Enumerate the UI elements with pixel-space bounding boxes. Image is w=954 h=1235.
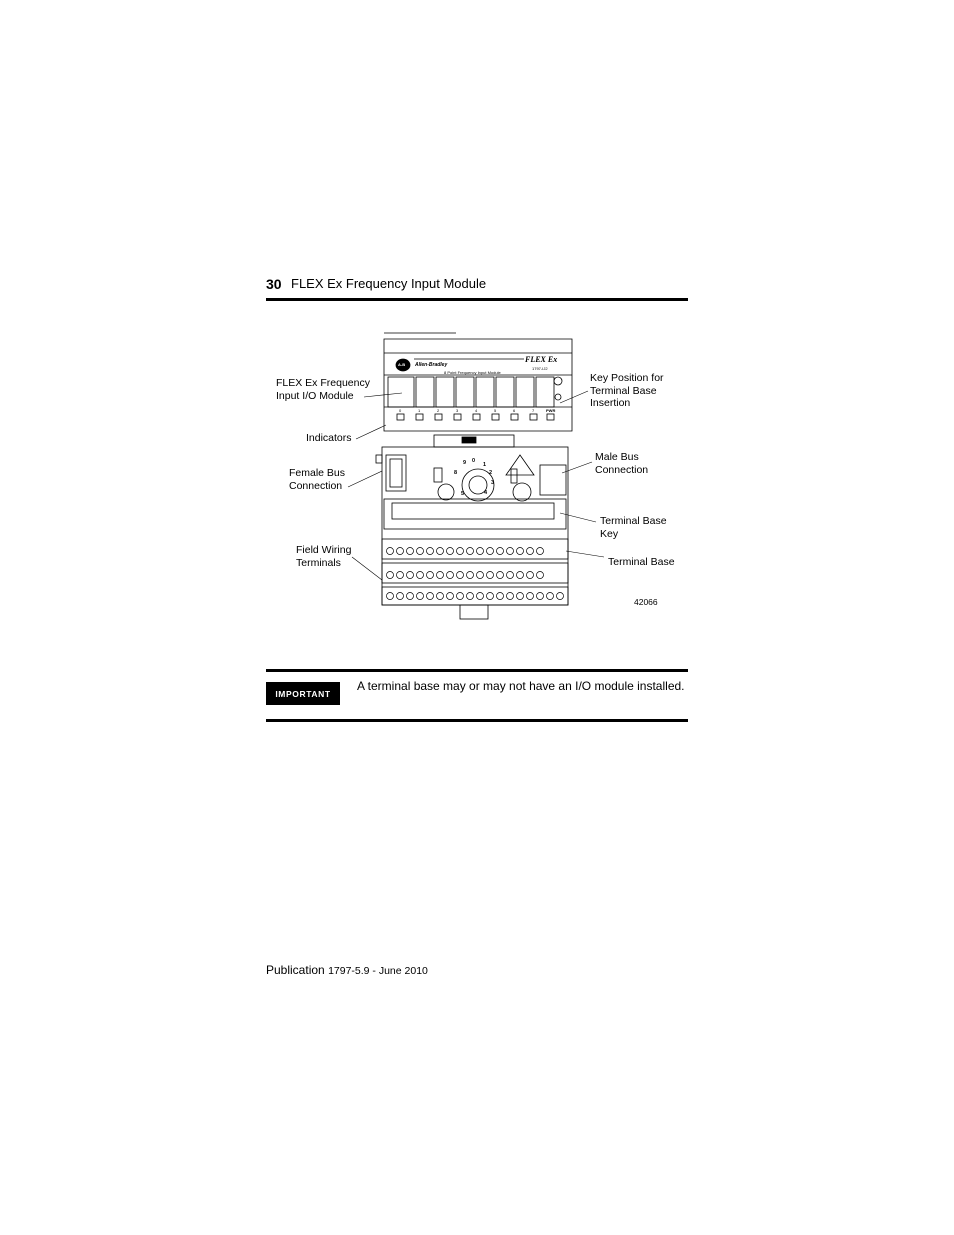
important-rule-top: [266, 669, 688, 672]
page-footer: [266, 963, 428, 977]
pwr-label: PWR: [546, 408, 556, 413]
callout-module: FLEX Ex Frequency Input I/O Module: [276, 377, 370, 402]
important-text: A terminal base may or may not have an I/O module installed.: [357, 679, 685, 693]
channel-label: 1: [418, 408, 421, 413]
module-description: 8 Point Frequency Input Module: [444, 370, 501, 375]
dial-digit: 2: [489, 470, 493, 476]
important-badge: IMPORTANT: [266, 682, 340, 705]
header-title: FLEX Ex Frequency Input Module: [291, 276, 487, 291]
callout-female-bus: Female Bus Connection: [289, 467, 346, 492]
dial-digit: 1: [483, 462, 487, 468]
module-logo: A-B: [398, 362, 406, 367]
module-product: FLEX Ex: [525, 355, 558, 364]
channel-label: 0: [399, 408, 402, 413]
callout-field-wiring: Field Wiring Terminals: [296, 544, 352, 569]
header-rule: [266, 298, 688, 301]
dial-digit: 8: [454, 470, 458, 476]
channel-label: 7: [532, 408, 535, 413]
publication-label: Publication: [266, 963, 325, 977]
channel-label: 2: [437, 408, 440, 413]
page-header: [266, 276, 688, 300]
callout-terminal-base-key: Terminal Base Key: [600, 515, 667, 540]
dial-digit: 5: [461, 491, 465, 497]
channel-label: 6: [513, 408, 516, 413]
dial-digit: 9: [463, 460, 467, 466]
module-brand: Allen-Bradley: [415, 362, 448, 368]
channel-label: 4: [475, 408, 478, 413]
important-rule-bottom: [266, 719, 688, 722]
callout-terminal-base: Terminal Base: [608, 556, 675, 568]
channel-label: 5: [494, 408, 497, 413]
dial-digit: 3: [491, 480, 495, 486]
callout-indicators: Indicators: [306, 432, 352, 444]
figure-number: 42066: [634, 597, 658, 607]
page-number: 30: [266, 276, 282, 292]
dial-digit: 4: [484, 490, 488, 496]
module-figure: [266, 325, 688, 625]
callout-key-position: Key Position for Terminal Base Insertion: [590, 372, 664, 409]
publication-id: 1797-5.9 - June 2010: [328, 965, 428, 977]
dial-digit: 0: [472, 458, 476, 464]
channel-label: 3: [456, 408, 459, 413]
module-catalog: 1797-IJ2: [532, 366, 548, 371]
callout-male-bus: Male Bus Connection: [595, 451, 649, 476]
